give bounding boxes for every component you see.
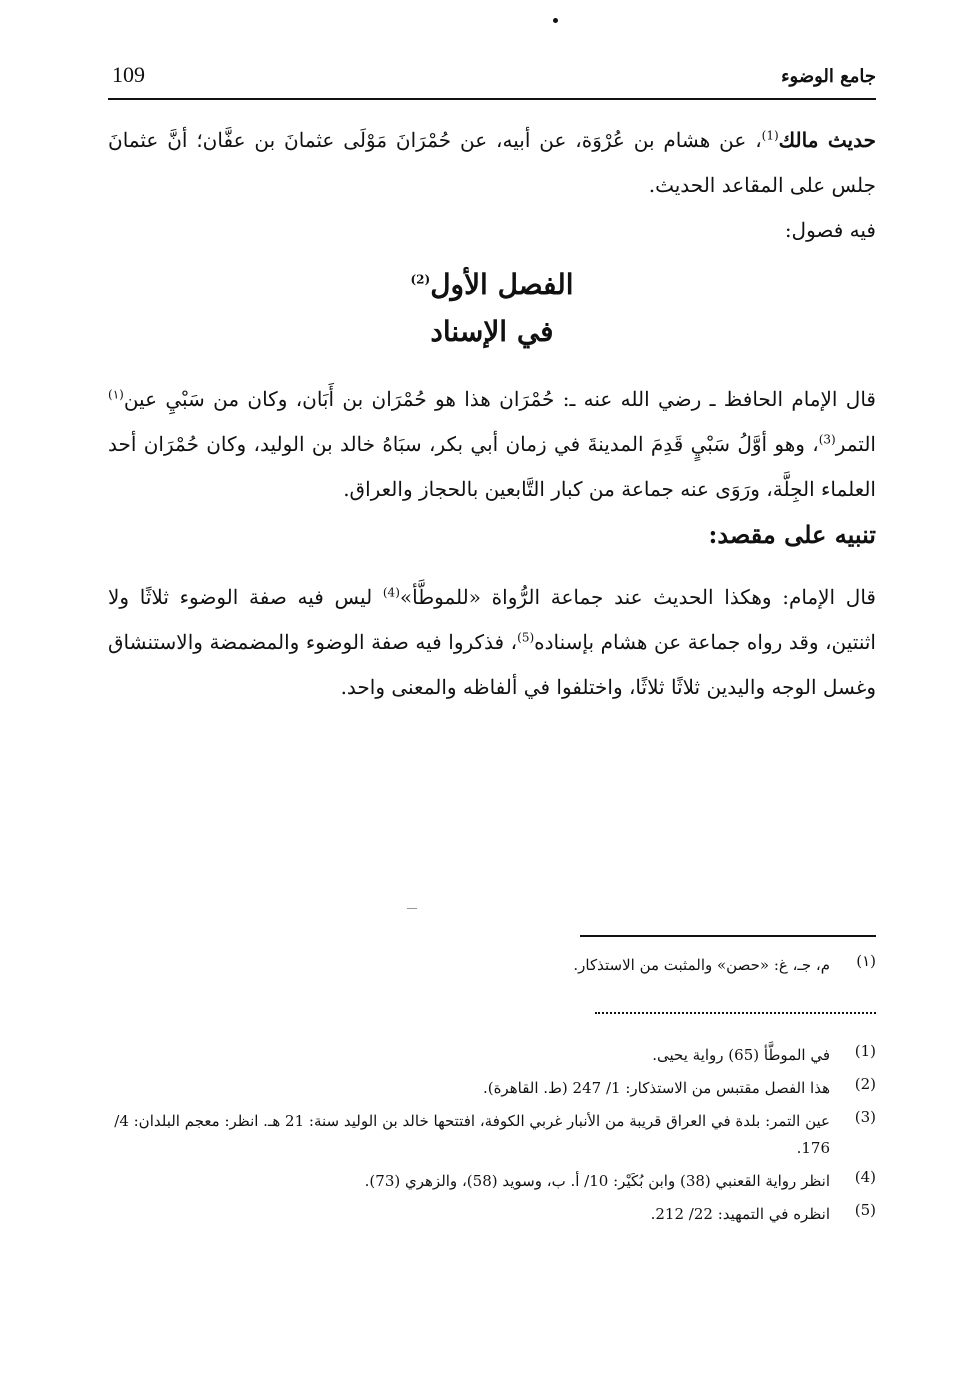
chapter-title bbox=[108, 268, 876, 301]
footnote-text: في الموطَّأ (65) رواية يحيى. bbox=[652, 1046, 830, 1064]
footnote-number: (5) bbox=[854, 1201, 876, 1219]
variant-notes bbox=[108, 952, 876, 985]
notice-text-2: ليس فيه صفة الوضوء ثلاثًا ولا اثنتين، وقد رواه جماعة عن هشام بإسناده bbox=[108, 585, 876, 654]
footnote-rule bbox=[580, 935, 876, 937]
notice-heading: تنبيه على مقصد: bbox=[708, 520, 876, 549]
footnote-text: انظر رواية القعنبي (38) وابن بُكَيْر: 10/ أ. ب، وسويد (58)، والزهري (73). bbox=[364, 1172, 830, 1190]
footnote bbox=[108, 1075, 876, 1102]
variant-note-text: م، جـ، غ: «حصن» والمثبت من الاستذكار. bbox=[573, 956, 830, 974]
footnote-text: انظره في التمهيد: 22/ 212. bbox=[650, 1205, 830, 1223]
chapter-title-text: الفصل الأول bbox=[430, 268, 574, 301]
page-number: 109 bbox=[112, 62, 145, 87]
footnote-number: (4) bbox=[854, 1168, 876, 1186]
sections-line: فيه فصول: bbox=[784, 218, 876, 242]
hadith-lead: حديث مالك bbox=[778, 128, 876, 152]
ink-dot bbox=[553, 18, 558, 23]
dotted-separator bbox=[595, 1012, 876, 1014]
footnote-ref-5[interactable]: (5) bbox=[517, 630, 535, 645]
header-rule bbox=[108, 98, 876, 100]
footnote-ref-2[interactable]: (2) bbox=[410, 272, 431, 287]
footnote-number: (2) bbox=[854, 1075, 876, 1093]
footnote bbox=[108, 1108, 876, 1162]
stray-mark bbox=[407, 908, 417, 909]
hadith-text: ، عن هشام بن عُرْوَة، عن أبيه، عن حُمْرَانَ مَوْلَى عثمانَ بن عفَّان؛ أنَّ عثمانَ جلس على المقاعد الحديث. bbox=[108, 128, 876, 197]
footnotes bbox=[108, 1042, 876, 1234]
isnad-text-2: التمر bbox=[835, 432, 876, 456]
notice-text-1: قال الإمام: وهكذا الحديث عند جماعة الرُّواة «للموطَّأ» bbox=[399, 585, 876, 609]
footnote-ref-1[interactable]: (1) bbox=[761, 128, 779, 143]
isnad-paragraph bbox=[108, 377, 876, 512]
chapter-subtitle: في الإسناد bbox=[430, 315, 554, 348]
footnote bbox=[108, 1168, 876, 1195]
variant-note-number: (١) bbox=[856, 952, 876, 970]
footnote bbox=[108, 1042, 876, 1069]
notice-paragraph bbox=[108, 575, 876, 710]
notice-text-3: ، فذكروا فيه صفة الوضوء والمضمضة والاستنشاق وغسل الوجه واليدين ثلاثًا ثلاثًا، واختلفوا في ألفاظه والمعنى واحد. bbox=[108, 630, 876, 699]
footnote-ref-3[interactable]: (3) bbox=[818, 432, 836, 447]
footnote bbox=[108, 1201, 876, 1228]
isnad-text-3: ، وهو أوَّلُ سَبْيٍ قَدِمَ المدينةَ في زمان أبي بكر، سبَاهُ خالد بن الوليد، وكان حُمْرَان أحد العلماء الجِلَّة، ورَوَى عنه جماعة من كبار التَّابعين بالحجاز والعراق. bbox=[108, 432, 876, 501]
footnote-text: عين التمر: بلدة في العراق قريبة من الأنبار غربي الكوفة، افتتحها خالد بن الوليد سنة: 21 هـ. انظر: معجم البلدان: 4/ 176. bbox=[114, 1112, 830, 1157]
hadith-line bbox=[108, 118, 876, 208]
variant-note bbox=[108, 952, 876, 979]
isnad-text-1: قال الإمام الحافظ ـ رضي الله عنه ـ: حُمْرَان هذا هو حُمْرَان بن أَبَان، وكان من سَبْيِ عين bbox=[123, 387, 876, 411]
footnote-ref-4[interactable]: (4) bbox=[382, 585, 400, 600]
variant-ref-1[interactable]: (١) bbox=[108, 387, 124, 402]
footnote-number: (1) bbox=[854, 1042, 876, 1060]
footnote-number: (3) bbox=[854, 1108, 876, 1126]
running-title: جامع الوضوء bbox=[781, 66, 876, 87]
footnote-text: هذا الفصل مقتبس من الاستذكار: 1/ 247 (ط. القاهرة). bbox=[482, 1079, 830, 1097]
intro-paragraph bbox=[108, 118, 876, 253]
